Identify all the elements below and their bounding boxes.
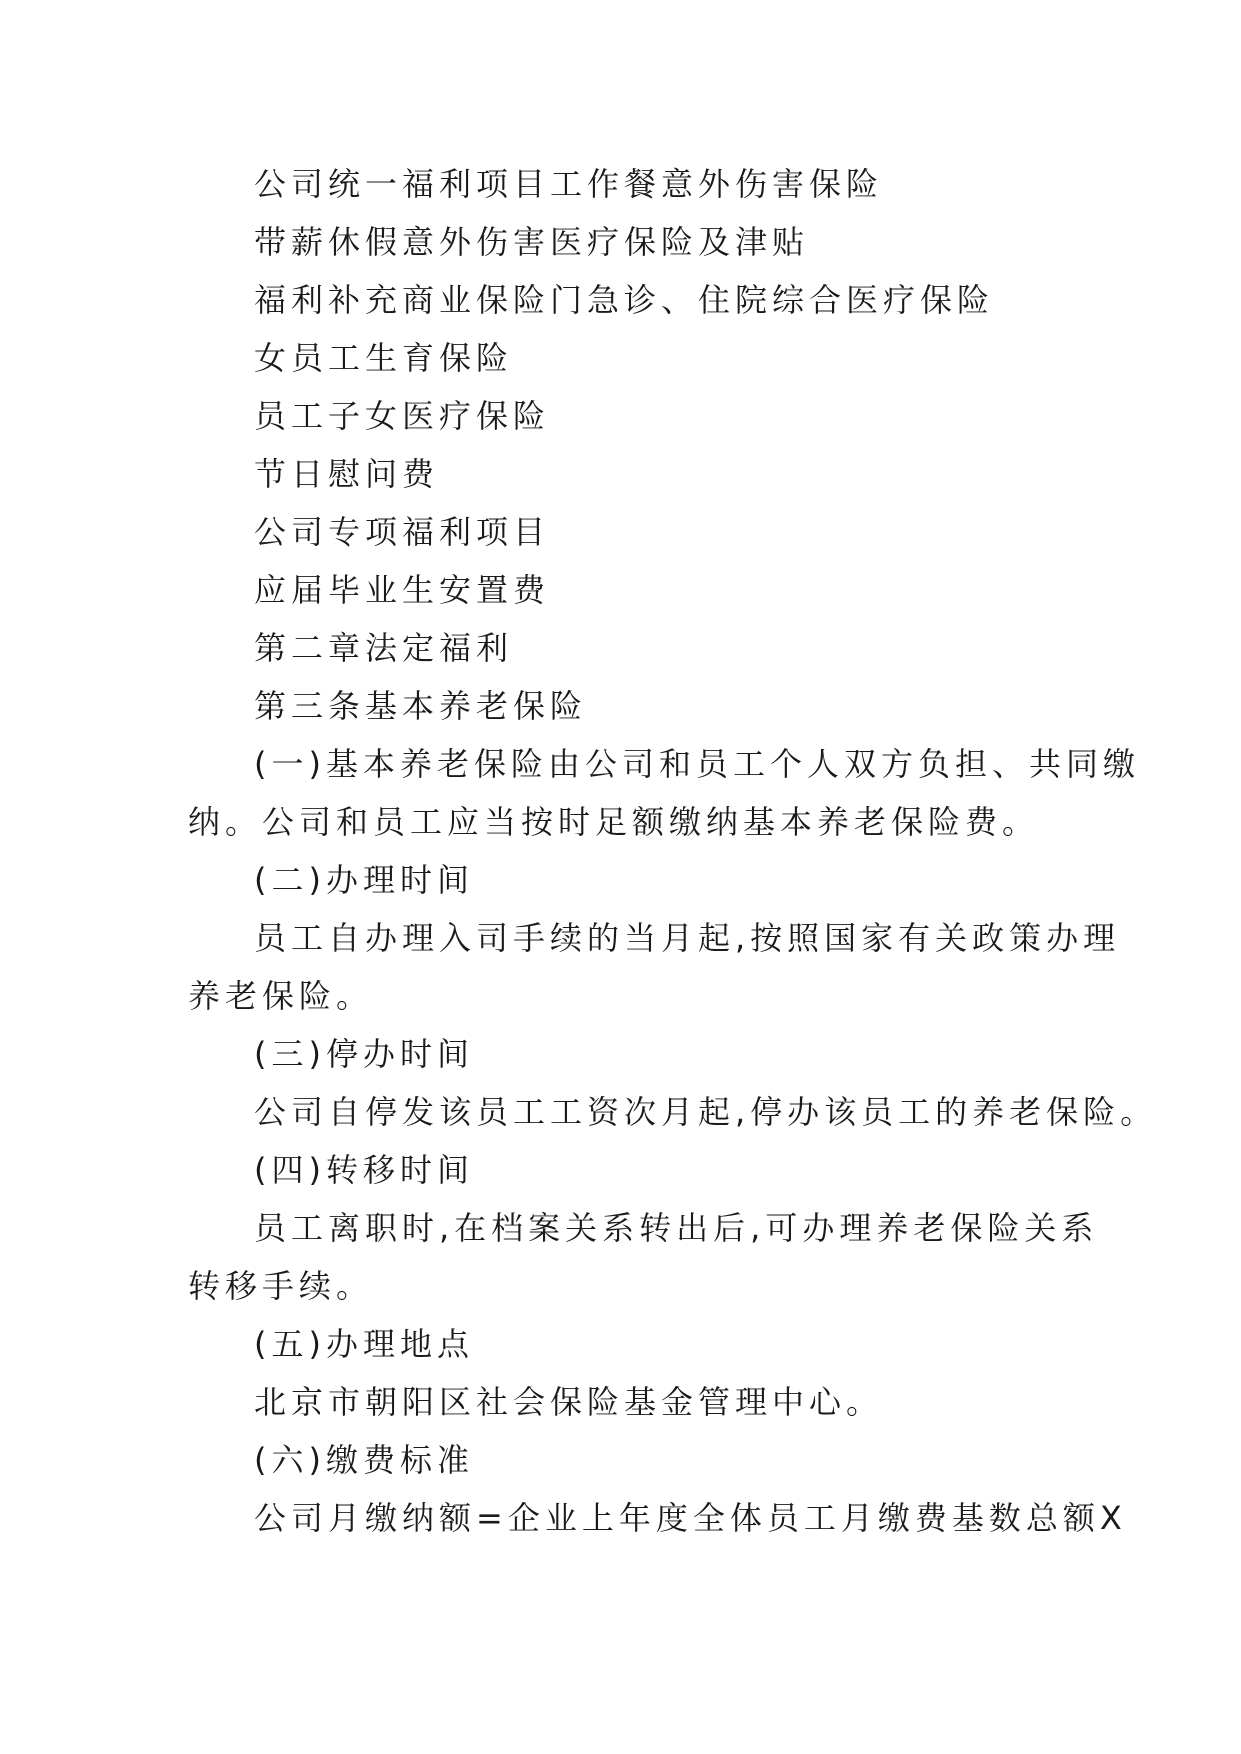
- text-line: (二)办理时间: [254, 861, 474, 899]
- text-line: 员工自办理入司手续的当月起,按照国家有关政策办理: [254, 919, 1121, 957]
- text-line: 养老保险。: [188, 977, 374, 1015]
- text-line: (四)转移时间: [254, 1151, 474, 1189]
- text-line: 第二章法定福利: [254, 629, 514, 667]
- document-body: [188, 155, 1158, 1547]
- text-line: 员工子女医疗保险: [254, 397, 551, 435]
- text-line: 应届毕业生安置费: [254, 571, 551, 609]
- text-line: 带薪休假意外伤害医疗保险及津贴: [254, 223, 810, 261]
- text-line: 北京市朝阳区社会保险基金管理中心。: [254, 1383, 884, 1421]
- text-line: (三)停办时间: [254, 1035, 474, 1073]
- text-line: 公司自停发该员工工资次月起,停办该员工的养老保险。: [254, 1093, 1158, 1131]
- text-line: 员工离职时,在档案关系转出后,可办理养老保险关系: [254, 1209, 1099, 1247]
- text-line: 女员工生育保险: [254, 339, 514, 377]
- text-line: 公司统一福利项目工作餐意外伤害保险: [254, 165, 884, 203]
- text-line: 福利补充商业保险门急诊、住院综合医疗保险: [254, 281, 995, 319]
- text-line: 第三条基本养老保险: [254, 687, 588, 725]
- text-line: 公司月缴纳额=企业上年度全体员工月缴费基数总额X: [254, 1499, 1127, 1537]
- text-line: (六)缴费标准: [254, 1441, 474, 1479]
- text-line: (五)办理地点: [254, 1325, 474, 1363]
- text-line: (一)基本养老保险由公司和员工个人双方负担、共同缴: [254, 745, 1140, 783]
- text-line: 纳。公司和员工应当按时足额缴纳基本养老保险费。: [188, 803, 1040, 841]
- text-line: 节日慰问费: [254, 455, 440, 493]
- text-line: 转移手续。: [188, 1267, 374, 1305]
- text-line: 公司专项福利项目: [254, 513, 551, 551]
